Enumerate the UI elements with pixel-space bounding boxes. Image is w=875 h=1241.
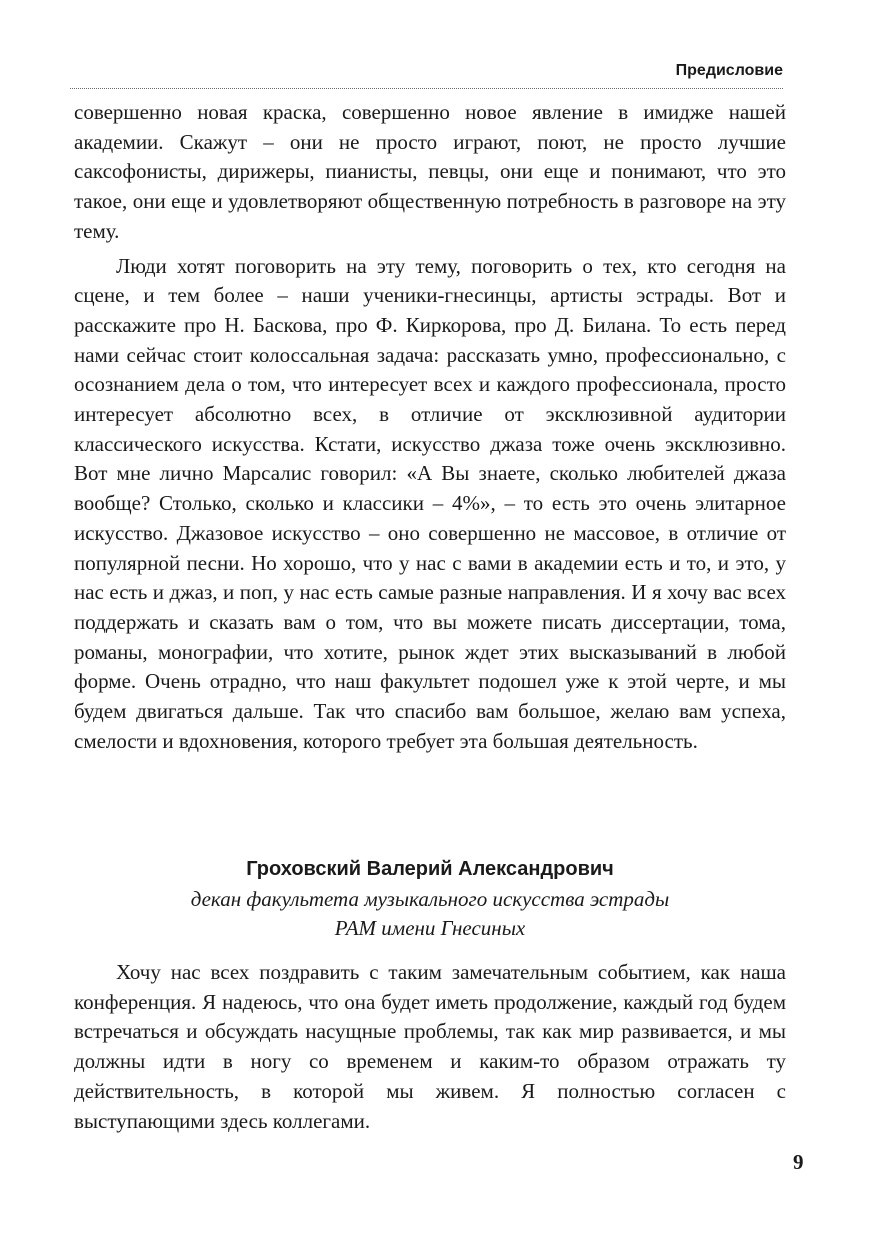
- running-head-title: Предисловие: [675, 62, 783, 79]
- speaker-position: декан факультета музыкального искусства эстрады РАМ имени Гнесиных: [190, 886, 670, 941]
- speaker-name: Гроховский Валерий Александрович: [246, 858, 614, 880]
- running-head: [70, 62, 783, 89]
- page-number: 9: [793, 1150, 804, 1174]
- body-text-top: [74, 98, 786, 756]
- paragraph: Хочу нас всех поздравить с таким замечательным событием, как наша конференция. Я надеюсь, что она будет иметь продолжение, каждый год будем встречаться и обсуждать насущные проблемы, так как мир развивается, и мы должны идти в ногу со временем и каким-то образом отражать ту действительность, в которой мы живем. Я полностью согласен с выступающими здесь коллегами.: [74, 960, 786, 1133]
- paragraph-continued: совершенно новая краска, совершенно новое явление в имидже нашей академии. Скажут – они не просто играют, поют, не просто лучшие саксофонисты, дирижеры, пианисты, певцы, они еще и понимают, что это такое, они еще и удовлетворяют общественную потребность в разговоре на эту тему.: [74, 100, 786, 243]
- paragraph: Люди хотят поговорить на эту тему, поговорить о тех, кто сегодня на сцене, и тем более – наши ученики-гнесинцы, артисты эстрады. Вот и расскажите про Н. Баскова, про Ф. Киркорова, про Д. Билана. То есть перед нами сейчас стоит колоссальная задача: рассказать умно, профессионально, с осознанием дела о том, что интересует всех и каждого профессионала, просто интересует абсолютно всех, в отличие от эксклюзивной аудитории классического искусства. Кстати, искусство джаза тоже очень эксклюзивно. Вот мне лично Марсалис говорил: «А Вы знаете, сколько любителей джаза вообще? Столько, сколько и классики – 4%», – то есть это очень элитарное искусство. Джазовое искусство – оно совершенно не массовое, в отличие от популярной песни. Но хорошо, что у нас с вами в академии есть и то, и это, у нас есть и джаз, и поп, у нас есть самые разные направления. И я хочу вас всех поддержать и сказать вам о том, что вы можете писать диссертации, тома, романы, монографии, что хотите, рынок ждет этих высказываний в любой форме. Очень отрадно, что наш факультет подошел уже к этой черте, и мы будем двигаться дальше. Так что спасибо вам большое, желаю вам успеха, смелости и вдохновения, которого требует эта большая деятельность.: [74, 253, 786, 753]
- speaker-heading: [74, 855, 786, 944]
- body-text-bottom: [74, 958, 786, 1136]
